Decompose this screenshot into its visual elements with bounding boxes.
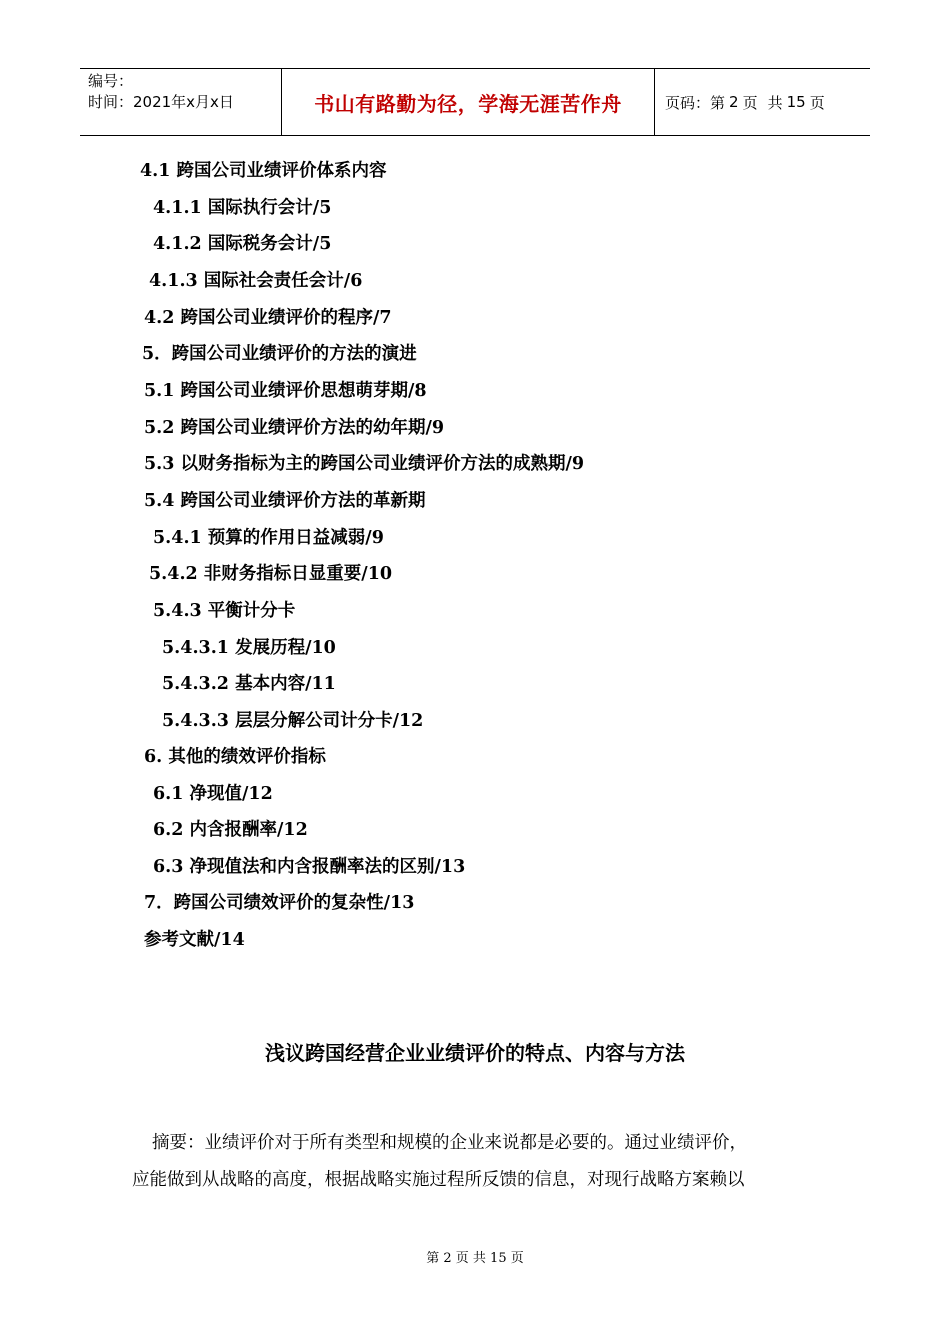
toc-item: 4.1 跨国公司业绩评价体系内容 [140,161,387,181]
toc-item: 5.4.2 非财务指标日显重要/10 [149,564,393,584]
toc-item: 6.1 净现值/12 [153,784,273,804]
toc-item: 5.4.3 平衡计分卡 [153,601,296,621]
toc-item: 5.2 跨国公司业绩评价方法的幼年期/9 [144,418,445,438]
toc-item: 4.1.3 国际社会责任会计/6 [149,271,363,291]
toc-item: 5.4.3.2 基本内容/11 [162,674,336,694]
abstract-line: 摘要：业绩评价对于所有类型和规模的企业来说都是必要的。通过业绩评价， [152,1133,747,1153]
page-unit: 页 [742,93,758,112]
toc-item: 5.4 跨国公司业绩评价方法的革新期 [144,491,426,511]
page-footer: 第 2 页 共 15 页 [426,1251,524,1266]
abstract-line: 应能做到从战略的高度，根据战略实施过程所反馈的信息，对现行战略方案赖以 [132,1170,745,1190]
serial-number-label: 编号： [88,72,134,90]
toc-item: 5.3 以财务指标为主的跨国公司业绩评价方法的成熟期/9 [144,454,585,474]
page-header [80,68,870,136]
toc-item: 4.1.2 国际税务会计/5 [153,234,332,254]
header-motto: 书山有路勤为径，学海无涯苦作舟 [314,91,622,116]
page-total: 15 [786,93,806,111]
toc-item: 6.2 内含报酬率/12 [153,820,308,840]
header-meta-cell [80,69,282,135]
toc-item: 5.4.1 预算的作用日益减弱/9 [153,528,384,548]
header-page-cell [655,69,870,135]
toc-item: 5.4.3.3 层层分解公司计分卡/12 [162,711,424,731]
toc-item: 参考文献/14 [144,930,245,950]
toc-item: 5.4.3.1 发展历程/10 [162,638,336,658]
document-title: 浅议跨国经营企业业绩评价的特点、内容与方法 [265,1041,685,1065]
toc-item: 6.3 净现值法和内含报酬率法的区别/13 [153,857,466,877]
toc-item: 7．跨国公司绩效评价的复杂性/13 [144,893,415,913]
toc-item: 5.1 跨国公司业绩评价思想萌芽期/8 [144,381,427,401]
page-total-unit: 页 [809,93,825,112]
toc-item: 6. 其他的绩效评价指标 [144,747,326,767]
header-motto-cell [282,69,655,135]
toc-item: 4.1.1 国际执行会计/5 [153,198,332,218]
toc-item: 5．跨国公司业绩评价的方法的演进 [142,344,417,364]
page-label: 页码：第 [665,93,726,112]
page-total-label: 共 [767,93,783,112]
page-current: 2 [729,93,739,111]
toc-item: 4.2 跨国公司业绩评价的程序/7 [144,308,392,328]
date-label: 时间：2021年x月x日 [88,93,234,111]
